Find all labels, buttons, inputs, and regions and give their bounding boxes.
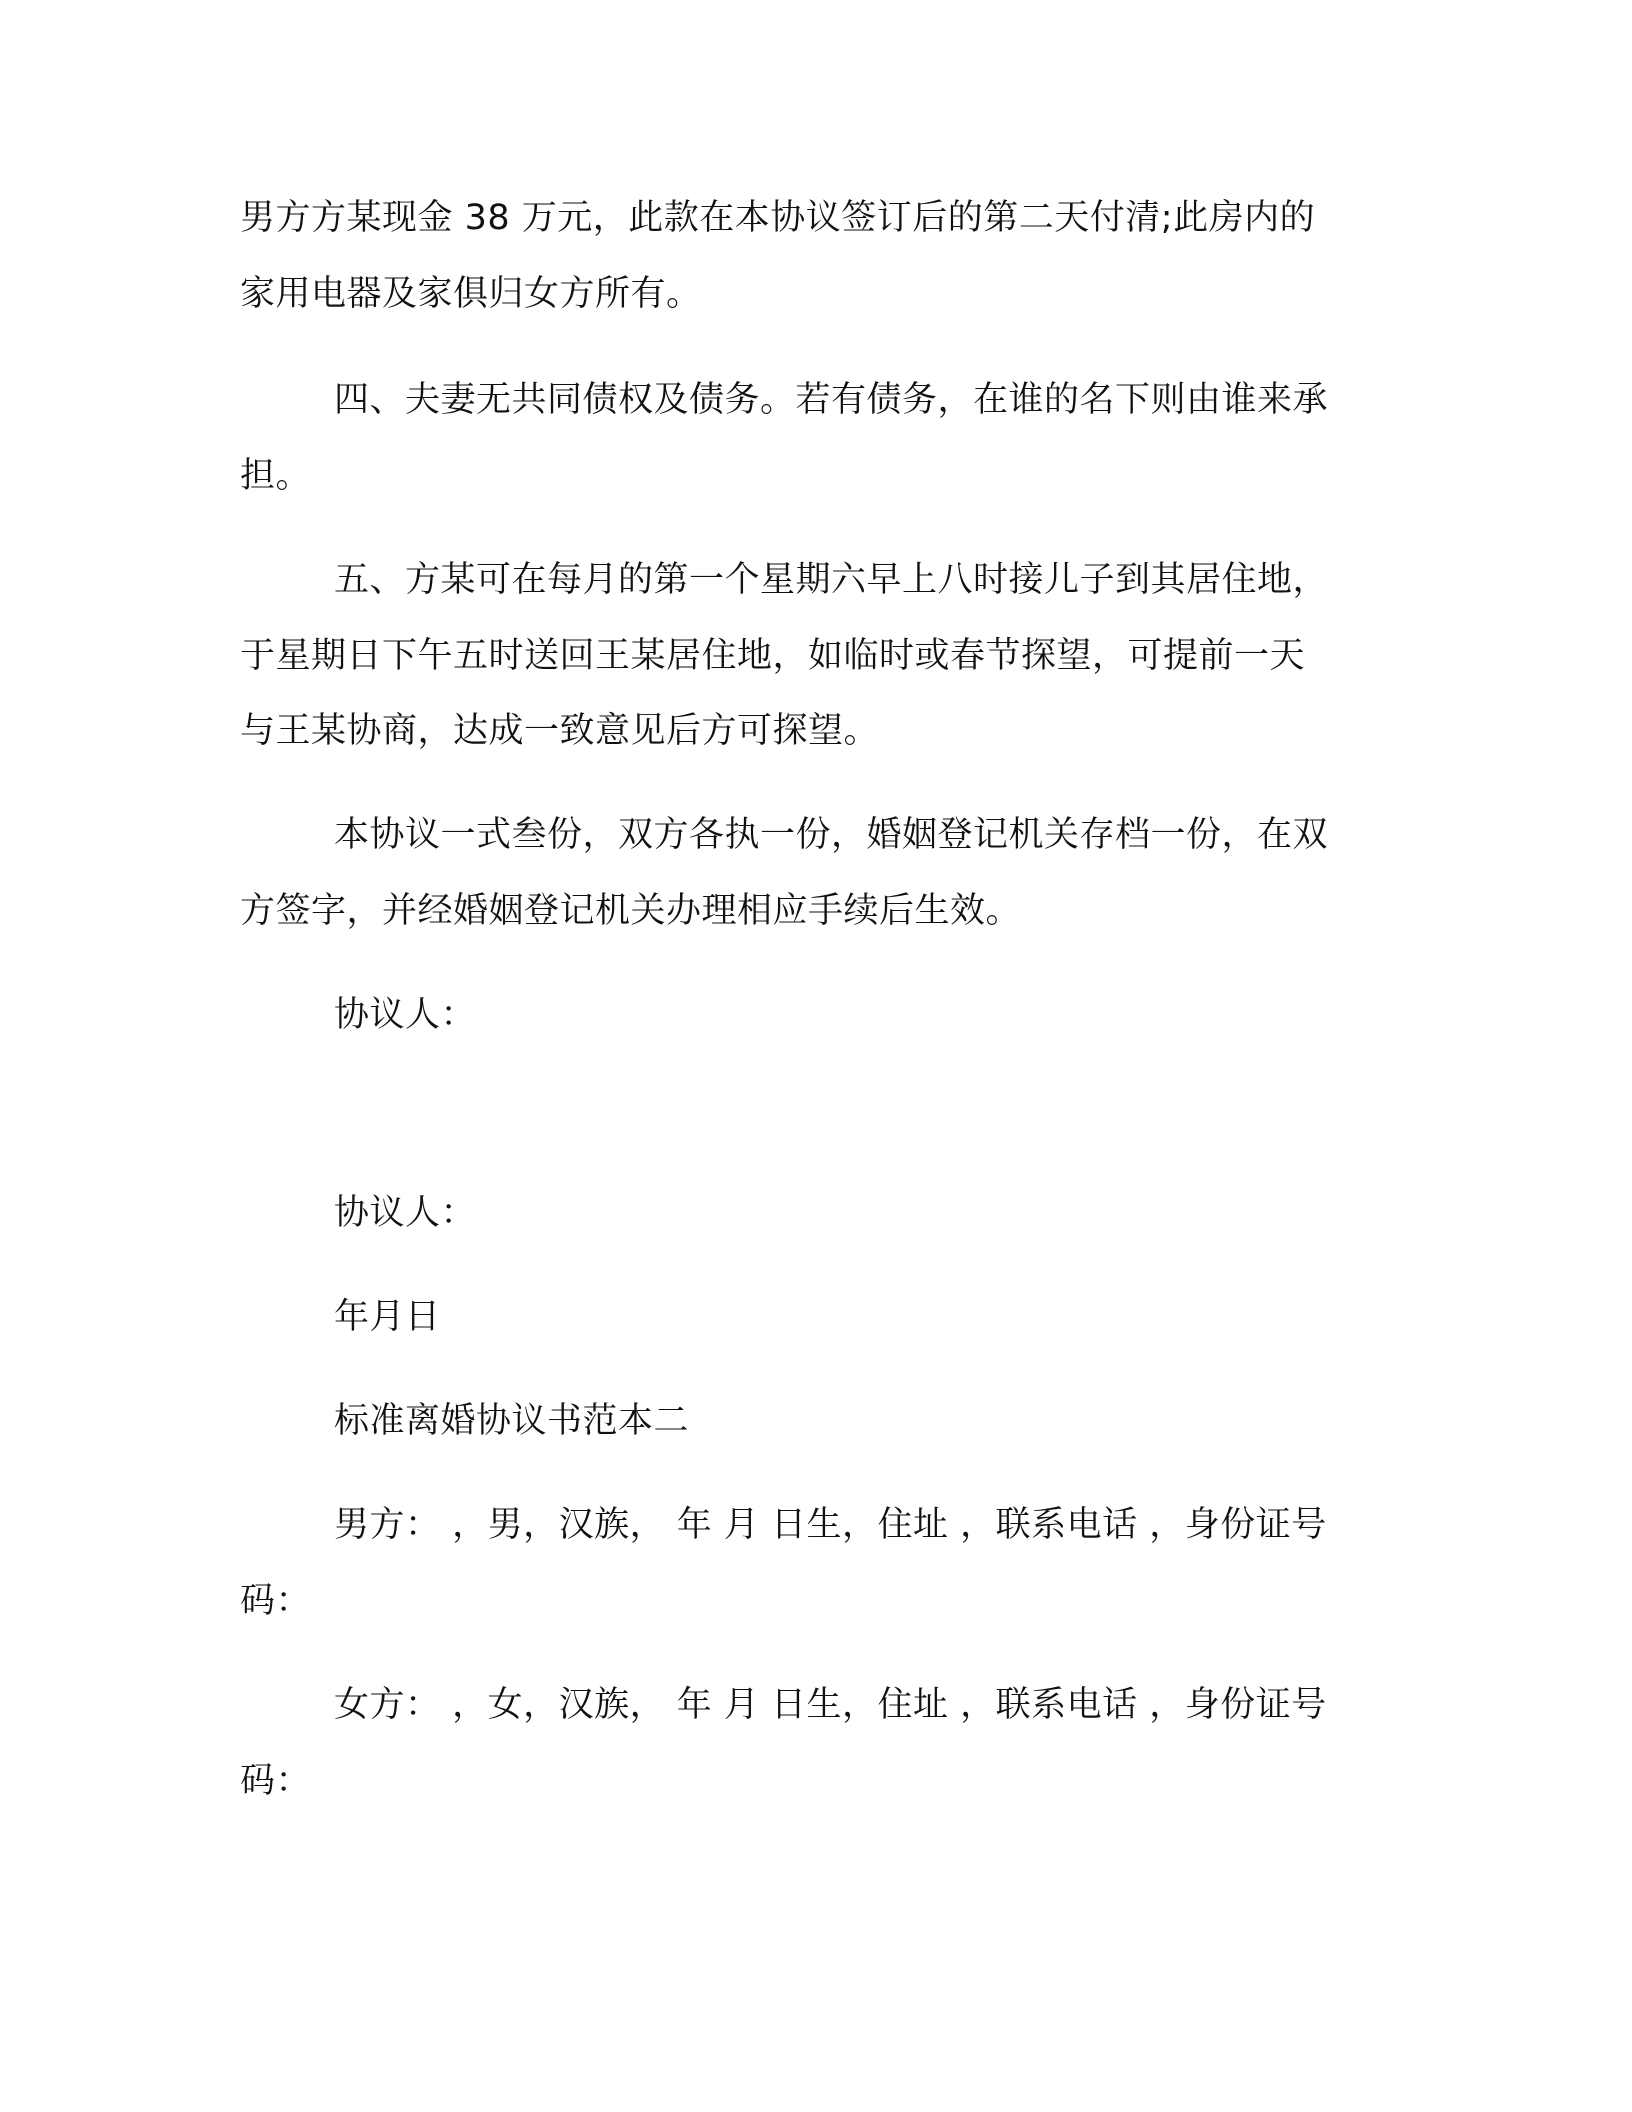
agreement-copies-line: 本协议一式叁份，双方各执一份，婚姻登记机关存档一份，在双 bbox=[334, 815, 1329, 855]
date-label: 年月日 bbox=[334, 1297, 441, 1337]
body-text-line: 码： bbox=[240, 1761, 312, 1801]
signatory-label: 协议人： bbox=[334, 995, 477, 1035]
signatory-label: 协议人： bbox=[334, 1193, 477, 1233]
body-text-line: 男方方某现金 38 万元，此款在本协议签订后的第二天付清;此房内的 bbox=[240, 198, 1316, 238]
body-text-line: 家用电器及家俱归女方所有。 bbox=[240, 274, 702, 314]
clause-four-line: 四、夫妻无共同债权及债务。若有债务，在谁的名下则由谁来承 bbox=[334, 380, 1329, 420]
body-text-line: 于星期日下午五时送回王某居住地，如临时或春节探望，可提前一天 bbox=[240, 636, 1306, 676]
body-text-line: 方签字，并经婚姻登记机关办理相应手续后生效。 bbox=[240, 891, 1022, 931]
body-text-line: 码： bbox=[240, 1581, 312, 1621]
section-title: 标准离婚协议书范本二 bbox=[334, 1401, 690, 1441]
body-text-line: 担。 bbox=[240, 456, 312, 496]
male-party-line: 男方： ，男，汉族， 年 月 日生，住址 ，联系电话 ，身份证号 bbox=[334, 1505, 1327, 1545]
female-party-line: 女方： ，女，汉族， 年 月 日生，住址 ，联系电话 ，身份证号 bbox=[334, 1685, 1327, 1725]
clause-five-line: 五、方某可在每月的第一个星期六早上八时接儿子到其居住地， bbox=[334, 560, 1329, 600]
body-text-line: 与王某协商，达成一致意见后方可探望。 bbox=[240, 711, 880, 751]
